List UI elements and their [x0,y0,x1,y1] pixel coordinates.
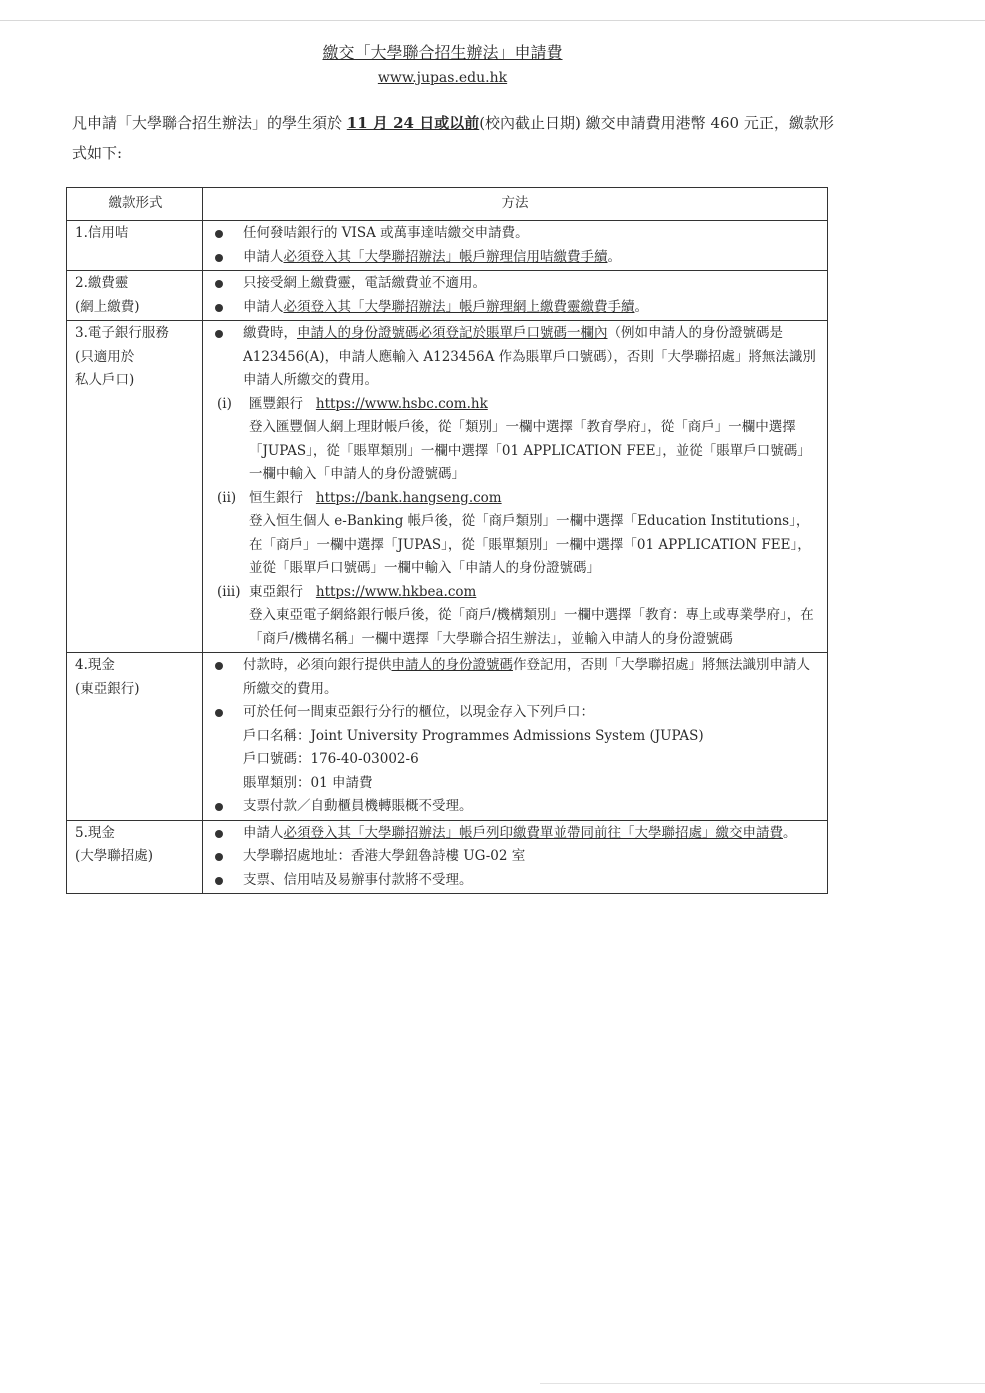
payment-form-label: (網上繳費) [75,298,140,315]
jupas-website-link[interactable]: www.jupas.edu.hk [377,70,508,86]
payment-form-label: (只適用於 [75,348,135,365]
method-bullet-list [209,654,821,819]
document-title: 繳交「大學聯合招生辦法」申請費 [322,43,563,62]
bank-heading [249,487,821,511]
bank-website-link[interactable]: https://bank.hangseng.com [315,489,502,506]
emphasized-instruction: 申請人的身份證號碼必須登記於賬單戶口號碼一欄內 [297,325,608,341]
payment-methods-table [66,187,828,894]
intro-text-after: (校內截止日期) 繳交申請費用港幣 460 元正，繳款形式如下: [72,114,834,162]
bank-steps-text: 登入東亞電子網絡銀行帳戶後，從「商戶/機構類別」一欄中選擇「教育：專上或專業學府」，在「商戶/機構名稱」一欄中選擇「大學聯合招生辦法」，並輸入申請人的身份證號碼 [249,607,814,647]
bullet-text: 。 [634,298,648,315]
header-method: 方法 [203,188,828,221]
method-bullet [209,845,821,869]
bullet-text: 大學聯招處地址：香港大學鈕魯詩樓 UG-02 室 [243,848,526,864]
payment-form-label: (東亞銀行) [75,680,140,697]
bullet-text: 。 [607,248,621,265]
bank-item-marker: (iii) [217,583,241,600]
bullet-text: 付款時，必須向銀行提供 [243,657,392,673]
table-row [67,221,828,271]
bullet-text: 支票、信用咭及易辦事付款將不受理。 [243,871,473,888]
bank-name: 匯豐銀行 [249,395,303,412]
emphasized-instruction: 必須登入其「大學聯招辦法」帳戶辦理網上繳費靈繳費手續 [283,298,635,315]
account-detail-line: 賬單類別：01 申請費 [243,774,373,791]
intro-text-before: 凡申請「大學聯合招生辦法」的學生須於 [72,114,347,132]
emphasized-instruction: 必須登入其「大學聯招辦法」帳戶列印繳費單並帶同前往「大學聯招處」繳交申請費 [283,824,783,841]
table-row [67,321,828,653]
method-bullet [209,795,821,819]
method-cell [203,820,828,894]
payment-form-cell [67,820,203,894]
method-bullet [209,654,821,701]
bullet-text: （例如申請人的身份證號碼是 A123456(A)，申請人應輸入 A123456A 作為賬單戶口號碼），否則「大學聯招處」將無法識別申請人所繳交的費用。 [243,325,816,388]
bullet-text: 作登記用，否則「大學聯招處」將無法識別申請人所繳交的費用。 [243,657,810,697]
payment-form-label: 3.電子銀行服務 [75,325,169,341]
method-bullet-list [209,322,821,393]
payment-form-cell [67,271,203,321]
bank-heading [249,581,821,605]
payment-form-label: 2.繳費靈 [75,275,129,291]
scan-edge-line [0,20,985,21]
payment-form-cell [67,221,203,271]
bullet-text: 申請人 [243,824,284,841]
method-bullet-list [209,222,821,269]
bank-instruction [209,581,821,652]
deadline-date: 11 月 24 日或以前 [346,114,480,132]
method-bullet-list [209,272,821,319]
method-bullet [209,222,821,246]
bullet-text: 繳費時， [243,325,297,341]
method-bullet [209,822,821,846]
method-bullet [209,701,821,795]
table-row [67,271,828,321]
payment-form-label: 私人戶口) [75,372,135,388]
method-cell [203,271,828,321]
bank-instruction [209,487,821,581]
table-header-row [67,188,828,221]
method-bullet [209,272,821,296]
bank-name: 東亞銀行 [249,583,303,600]
bank-steps-text: 登入恒生個人 e-Banking 帳戶後，從「商戶類別」一欄中選擇「Education Institutions」，在「商戶」一欄中選擇「JUPAS」，從「賬單類別」一欄中選擇「01 APPLICATION FEE」，並從「賬單戶口號碼」一欄中輸入「申請人的身份證號碼」 [249,513,811,576]
bullet-text: 任何發咭銀行的 VISA 或萬事達咭繳交申請費。 [243,225,529,241]
bank-steps-text: 登入匯豐個人網上理財帳戶後，從「類別」一欄中選擇「教育學府」，從「商戶」一欄中選擇「JUPAS」，從「賬單類別」一欄中選擇「01 APPLICATION FEE」，並從「賬單戶口號碼」一欄中輸入「申請人的身份證號碼」 [249,419,811,482]
payment-form-label: 5.現金 [75,824,115,841]
table-row [67,820,828,894]
method-cell [203,321,828,653]
method-cell [203,221,828,271]
bullet-text: 只接受網上繳費靈，電話繳費並不適用。 [243,275,486,291]
bullet-text: 可於任何一間東亞銀行分行的櫃位，以現金存入下列戶口： [243,704,594,720]
bullet-text: 申請人 [243,298,284,315]
bullet-text: 支票付款／自動櫃員機轉賬概不受理。 [243,798,473,814]
bank-website-link[interactable]: https://www.hkbea.com [315,583,477,600]
table-body [67,221,828,894]
intro-paragraph [72,108,834,168]
method-bullet [209,296,821,320]
method-bullet-list [209,822,821,893]
emphasized-instruction: 必須登入其「大學聯招辦法」帳戶辦理信用咭繳費手續 [283,248,608,265]
account-detail-line: 戶口號碼：176-40-03002-6 [243,751,419,767]
table-row [67,653,828,821]
scan-edge-line-bottom [540,1383,985,1384]
bullet-text: 。 [783,824,797,841]
method-bullet [209,246,821,270]
payment-form-label: 1.信用咭 [75,225,129,241]
bank-website-link[interactable]: https://www.hsbc.com.hk [315,395,488,412]
payment-form-label: (大學聯招處) [75,848,154,864]
bank-item-marker: (ii) [217,489,237,506]
header-payment-form: 繳款形式 [67,188,203,221]
payment-form-cell [67,321,203,653]
bank-item-marker: (i) [217,395,232,412]
payment-form-cell [67,653,203,821]
method-cell [203,653,828,821]
bank-heading [249,393,821,417]
bank-name: 恒生銀行 [249,489,303,506]
bullet-text: 申請人 [243,248,284,265]
method-bullet [209,322,821,393]
method-bullet [209,869,821,893]
payment-form-label: 4.現金 [75,657,115,673]
bank-instruction [209,393,821,487]
account-detail-line: 戶口名稱：Joint University Programmes Admissions System (JUPAS) [243,727,704,744]
emphasized-instruction: 申請人的身份證號碼 [391,657,513,673]
